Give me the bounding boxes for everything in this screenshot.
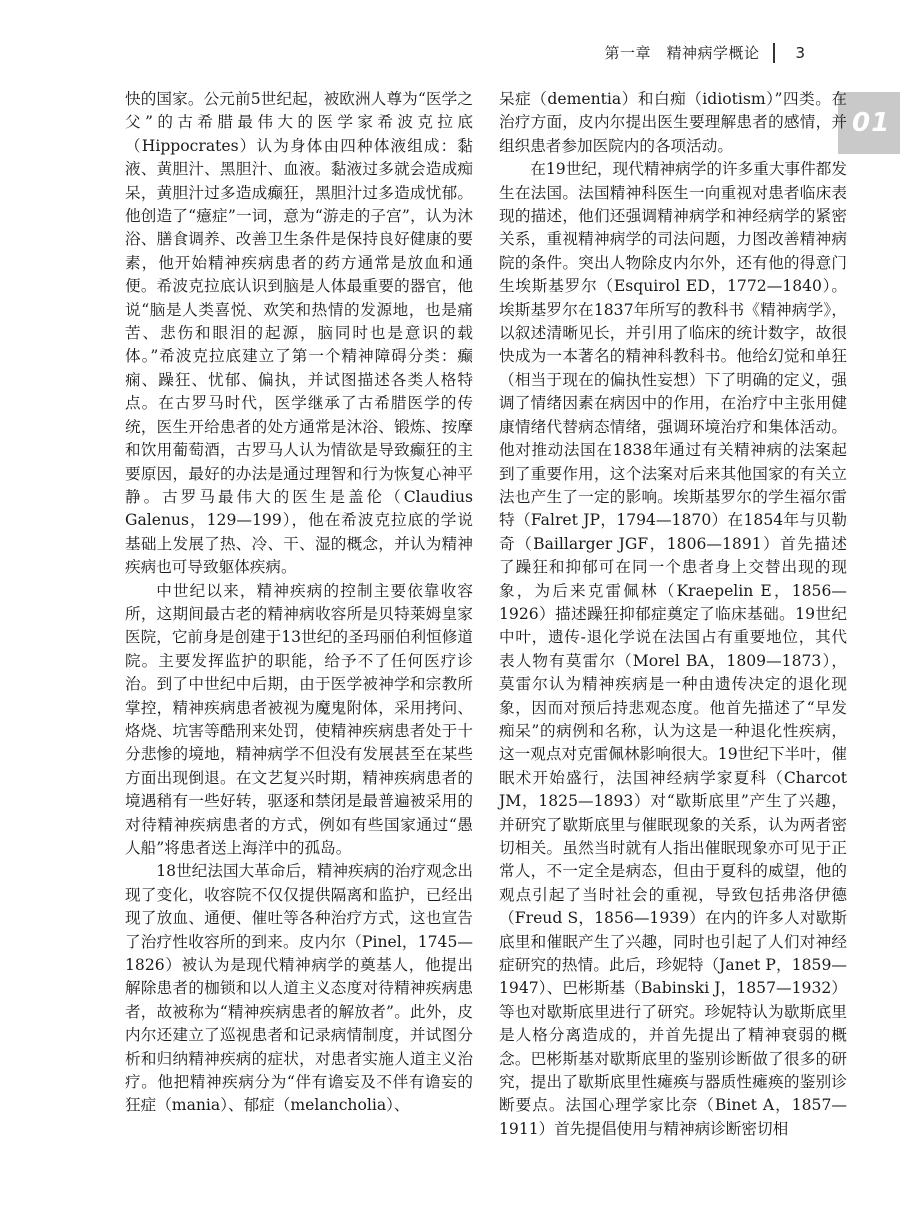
left-column: [125, 88, 473, 1118]
paragraph: 中世纪以来，精神疾病的控制主要依靠收容所，这期间最古老的精神病收容所是贝特莱姆皇家医院，它前身是创建于13世纪的圣玛丽伯利恒修道院。主要发挥监护的职能，给予不了任何医疗诊治。到了中世纪中后期，由于医学被神学和宗教所掌控，精神疾病患者被视为魔鬼附体，采用拷问、烙烧、坑害等酷刑来处罚，使精神疾病患者处于十分悲惨的境地，精神病学不但没有发展甚至在某些方面出现倒退。在文艺复兴时期，精神疾病患者的境遇稍有一些好转，驱逐和禁闭是最普遍被采用的对待精神疾病患者的方式，例如有些国家通过“愚人船”将患者送上海洋中的孤岛。: [125, 581, 473, 857]
running-header: [604, 42, 805, 63]
header-divider: [773, 43, 775, 63]
paragraph: 在19世纪，现代精神病学的许多重大事件都发生在法国。法国精神科医生一向重视对患者临床表现的描述，他们还强调精神病学和神经病学的紧密关系，重视精神病学的司法问题，力图改善精神病院的条件。突出人物除皮内尔外，还有他的得意门生埃斯基罗尔（Esquirol ED，1772—1840）。埃斯基罗尔在1837年所写的教科书《精神病学》，以叙述清晰见长，并引用了临床的统计数字，故很快成为一本著名的精神科教科书。他给幻觉和单狂（相当于现在的偏执性妄想）下了明确的定义，强调了情绪因素在病因中的作用，在治疗中主张用健康情绪代替病态情绪，强调环境治疗和集体活动。他对推动法国在1838年通过有关精神病的法案起到了重要作用，这个法案对后来其他国家的有关立法也产生了一定的影响。埃斯基罗尔的学生福尔雷特（Falret JP，1794—1870）在1854年与贝勒奇（Baillarger JGF，1806—1891）首先描述了躁狂和抑郁可在同一个患者身上交替出现的现象，为后来克雷佩林（Kraepelin E，1856—1926）描述躁狂抑郁症奠定了临床基础。19世纪中叶，遗传-退化学说在法国占有重要地位，其代表人物有莫雷尔（Morel BA，1809—1873），莫雷尔认为精神疾病是一种由遗传决定的退化现象，因而对预后持悲观态度。他首先描述了“早发痴呆”的病例和名称，认为这是一种退化性疾病，这一观点对克雷佩林影响很大。19世纪下半叶，催眠术开始盛行，法国神经病学家夏科（Charcot JM，1825—1893）对“歇斯底里”产生了兴趣，并研究了歇斯底里与催眠现象的关系，认为两者密切相关。虽然当时就有人指出催眠现象亦可见于正常人，不一定全是病态，但由于夏科的威望，他的观点引起了当时社会的重视，导致包括弗洛伊德（Freud S，1856—1939）在内的许多人对歇斯底里和催眠产生了兴趣，同时也引起了人们对神经症研究的热情。此后，珍妮特（Janet P，1859—1947）、巴彬斯基（Babinski J，1857—1932）等也对歇斯底里进行了研究。珍妮特认为歇斯底里是人格分离造成的，并首先提出了精神衰弱的概念。巴彬斯基对歇斯底里的鉴别诊断做了很多的研究，提出了歇斯底里性瘫痪与器质性瘫痪的鉴别诊断要点。法国心理学家比奈（Binet A，1857—1911）首先提倡使用与精神病诊断密切相: [499, 160, 847, 1138]
paragraph: 18世纪法国大革命后，精神疾病的治疗观念出现了变化，收容院不仅仅提供隔离和监护，已经出现了放血、通便、催吐等各种治疗方式，这也宣告了治疗性收容所的到来。皮内尔（Pinel，1745—1826）被认为是现代精神病学的奠基人，他提出解除患者的枷锁和以人道主义态度对待精神疾病患者，故被称为“精神疾病患者的解放者”。此外，皮内尔还建立了巡视患者和记录病情制度，并试图分析和归纳精神疾病的症状，对患者实施人道主义治疗。他把精神疾病分为“伴有谵妄及不伴有谵妄的狂症（mania）、郁症（melancholia）、: [125, 862, 473, 1115]
paragraph: 呆症（dementia）和白痴（idiotism）”四类。在治疗方面，皮内尔提出医生要理解患者的感情，并组织患者参加医院内的各项活动。: [499, 90, 847, 155]
right-column: [499, 88, 847, 1141]
paragraph: 快的国家。公元前5世纪起，被欧洲人尊为“医学之父”的古希腊最伟大的医学家希波克拉底（Hippocrates）认为身体由四种体液组成：黏液、黄胆汁、黑胆汁、血液。黏液过多就会造成痴呆，黄胆汁过多造成癫狂，黑胆汁过多造成忧郁。他创造了“癔症”一词，意为“游走的子宫”，认为沐浴、膳食调养、改善卫生条件是保持良好健康的要素，他开始精神疾病患者的药方通常是放血和通便。希波克拉底认识到脑是人体最重要的器官，他说“脑是人类喜悦、欢笑和热情的发源地，也是痛苦、悲伤和眼泪的起源，脑同时也是意识的载体。”希波克拉底建立了第一个精神障碍分类：癫痫、躁狂、忧郁、偏执，并试图描述各类人格特点。在古罗马时代，医学继承了古希腊医学的传统，医生开给患者的处方通常是沐浴、锻炼、按摩和饮用葡萄酒，古罗马人认为情欲是导致癫狂的主要原因，最好的办法是通过理智和行为恢复心神平静。古罗马最伟大的医生是盖伦（Claudius Galenus，129—199），他在希波克拉底的学说基础上发展了热、冷、干、湿的概念，并认为精神疾病也可导致躯体疾病。: [125, 90, 473, 577]
chapter-title: 第一章 精神病学概论: [604, 44, 760, 62]
chapter-tab: 01: [838, 92, 900, 154]
page-number: 3: [795, 43, 805, 62]
